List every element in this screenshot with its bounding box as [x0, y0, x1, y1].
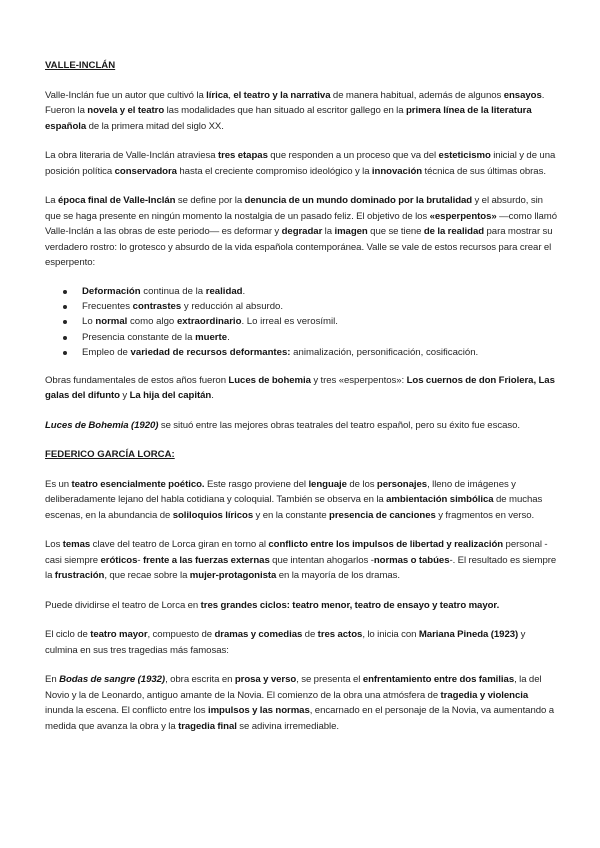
- text-run: —como llamó Valle-Inclán a las obras de este periodo— es deformar y: [45, 210, 557, 237]
- text-run: . Fueron la: [45, 89, 545, 116]
- text-run: la: [322, 226, 335, 237]
- text-run: La: [45, 195, 58, 206]
- text-run-bold: denuncia de un mundo dominado por la brutalidad: [244, 195, 473, 206]
- text-run-bold: conflicto entre los impulsos de libertad y realización: [268, 539, 504, 551]
- text-run-bold: prosa y verso: [234, 674, 297, 686]
- text-run: . Lo irreal es verosímil.: [241, 316, 338, 328]
- text-run-bold: de la realidad: [423, 226, 485, 237]
- text-run-bold: teatro esencialmente poético.: [71, 478, 205, 490]
- section-valle-inclan: [45, 58, 558, 433]
- text-run: de: [302, 629, 318, 641]
- text-run-bold: tragedia y violencia: [440, 689, 529, 701]
- text-run: Presencia constante de la: [82, 331, 196, 343]
- list-item: [63, 284, 558, 299]
- text-run: y reducción al absurdo.: [181, 300, 284, 312]
- text-run-bold: soliloquios líricos: [172, 509, 254, 521]
- paragraph: [45, 672, 558, 734]
- text-run-bold: conservadora: [114, 165, 177, 177]
- text-run: Los: [45, 539, 63, 551]
- text-run: Obras fundamentales de estos años fueron: [45, 374, 229, 386]
- text-run: .: [242, 285, 246, 297]
- text-run-bold: frente a las fuerzas externas: [142, 554, 270, 566]
- text-run-emphasis: [45, 420, 158, 431]
- text-run: Puede dividirse el teatro de Lorca en: [45, 599, 201, 611]
- text-run-bold: novela y el teatro: [87, 105, 165, 116]
- paragraph: [45, 598, 558, 614]
- text-run-bold: dramas y comedias: [214, 629, 303, 641]
- text-run-bold: frustración: [54, 570, 105, 582]
- text-run-bold: teatro mayor: [90, 629, 148, 641]
- text-run-bold: realidad: [205, 285, 243, 297]
- text-run: animalización, personificación, cosificación.: [290, 347, 479, 359]
- text-run: .: [211, 390, 214, 402]
- text-run-bold-italic: Luces de Bohemia (1920): [45, 419, 159, 431]
- text-run-bold: La hija del capitán: [129, 390, 212, 402]
- text-run: , la del Novio y la de Leonardo, antiguo amante de la Novia. El comienzo de la obra una atmósfera de: [45, 674, 542, 701]
- text-run-bold: variedad de recursos deformantes:: [130, 347, 291, 359]
- text-run-bold: contrastes: [132, 300, 182, 312]
- text-run: en la mayoría de los dramas.: [276, 570, 401, 582]
- text-run: se situó entre las mejores obras teatrales del teatro español, pero su éxito fue escaso.: [158, 419, 521, 431]
- section-garcia-lorca: [45, 447, 558, 734]
- text-run: , que recae sobre la: [104, 570, 190, 582]
- text-run: de manera habitual, además de algunos: [330, 89, 504, 101]
- text-run-bold: presencia de canciones: [329, 509, 436, 521]
- text-run: Valle-Inclán fue un autor que cultivó la: [45, 89, 207, 101]
- text-run: , compuesto de: [147, 629, 215, 641]
- text-run: Es un: [45, 478, 72, 490]
- text-run: -: [137, 554, 143, 566]
- text-run-bold: tres actos: [317, 629, 363, 641]
- text-run-bold: Mariana Pineda (1923): [418, 629, 519, 641]
- text-run-bold: «esperpentos»: [429, 210, 497, 222]
- text-run: .: [227, 331, 230, 343]
- text-run-bold: imagen: [334, 226, 368, 237]
- text-run-bold: tres grandes ciclos: teatro menor, teatro de ensayo y teatro mayor.: [200, 599, 500, 611]
- text-run: clave del teatro de Lorca giran en torno al: [90, 539, 269, 551]
- text-run: personal -casi siempre: [45, 539, 548, 566]
- text-run: de muchas escenas, en la abundancia de: [45, 494, 543, 521]
- text-run-bold: Deformación: [82, 285, 141, 297]
- section-heading: FEDERICO GARCÍA LORCA:: [45, 449, 175, 461]
- list-item: [63, 314, 558, 329]
- text-run: En: [45, 674, 60, 686]
- list-item: [63, 299, 558, 314]
- text-run-bold: normas o tabúes: [373, 554, 450, 566]
- text-run-bold: enfrentamiento entre dos familias: [362, 674, 515, 686]
- text-run: hasta el creciente compromiso ideológico y la: [176, 165, 372, 177]
- text-run: El ciclo de: [45, 629, 91, 641]
- text-run: se adivina irremediable.: [236, 720, 340, 732]
- text-run: y el absurdo, sin que se haga presente en ningún momento la nostalgia de un pasado feliz. El objetivo de los: [45, 195, 543, 222]
- text-run: inunda la escena. El conflicto entre los: [45, 705, 208, 717]
- text-run: inicial y de una posición política: [45, 150, 556, 177]
- paragraph: [45, 193, 558, 271]
- paragraph: [45, 627, 558, 658]
- paragraph: [45, 537, 558, 584]
- text-run-bold: Luces de bohemia: [228, 374, 311, 386]
- text-run: -. El resultado es siempre la: [45, 554, 557, 582]
- list-item: [63, 345, 558, 360]
- text-run: de los: [346, 478, 377, 490]
- text-run: y fragmentos en verso.: [435, 509, 535, 521]
- text-run: técnica de sus últimas obras.: [422, 165, 546, 177]
- text-run-bold: personajes: [376, 478, 428, 490]
- text-run-bold: esteticismo: [438, 150, 491, 161]
- text-run-bold: lenguaje: [308, 478, 347, 490]
- text-run: continua de la: [140, 285, 206, 297]
- text-run-bold: temas: [62, 539, 91, 551]
- text-run-bold: tragedia final: [178, 720, 237, 732]
- text-run-bold: tres etapas: [217, 150, 268, 161]
- text-run-bold: lírica: [206, 89, 229, 101]
- text-run-bold: ambientación simbólica: [386, 494, 494, 506]
- paragraph: [45, 477, 558, 524]
- text-run-bold: mujer-protagonista: [189, 570, 277, 582]
- list-item: [63, 330, 558, 345]
- text-run: que intentan ahogarlos -: [269, 554, 374, 566]
- bullet-list: [63, 284, 558, 361]
- text-run: que se tiene: [367, 226, 424, 237]
- text-run-bold: el teatro y la narrativa: [233, 89, 331, 101]
- text-run: ,: [228, 89, 234, 101]
- text-run: y culmina en sus tres tragedias más famosas:: [45, 629, 526, 656]
- text-run: para mostrar su verdadero rostro: lo grotesco y absurdo de la vida española contemporánea. Valle se vale de estos recursos para crear el esperpento:: [45, 226, 553, 268]
- text-run-bold: ensayos: [503, 89, 542, 101]
- text-run: Lo: [82, 316, 96, 328]
- text-run: , obra escrita en: [165, 674, 235, 686]
- text-run-emphasis: [59, 674, 165, 685]
- text-run: se define por la: [175, 195, 245, 206]
- text-run-bold: innovación: [371, 165, 423, 177]
- text-run: , se presenta el: [296, 674, 363, 686]
- text-run: , lo inicia con: [362, 629, 419, 641]
- text-run: de la primera mitad del siglo XX.: [86, 120, 224, 132]
- text-run-bold-italic: Bodas de sangre (1932): [59, 674, 166, 686]
- paragraph: [45, 88, 558, 135]
- text-run-bold: época final de Valle-Inclán: [58, 195, 176, 206]
- paragraph: [45, 148, 558, 179]
- text-run: y tres «esperpentos»:: [310, 374, 407, 386]
- text-run: las modalidades que han situado al escritor gallego en la: [164, 105, 406, 116]
- text-run: y en la constante: [253, 509, 330, 521]
- text-run: que responden a un proceso que va del: [267, 150, 439, 161]
- paragraph: [45, 418, 558, 434]
- text-run-bold: eróticos: [100, 554, 138, 566]
- text-run: , encarnado en el personaje de la Novia, va aumentando a medida que avanza la obra y la: [45, 705, 555, 732]
- text-run-bold: impulsos y las normas: [207, 705, 310, 717]
- text-run-bold: extraordinario: [176, 316, 242, 328]
- text-run: y: [119, 390, 130, 402]
- text-run: Frecuentes: [82, 300, 133, 312]
- paragraph: [45, 373, 558, 404]
- text-run-bold: Los cuernos de don Friolera, Las galas del difunto: [45, 374, 555, 402]
- text-run-bold: primera línea de la literatura española: [45, 105, 532, 132]
- text-run: La obra literaria de Valle-Inclán atraviesa: [45, 150, 218, 161]
- text-run: Este rasgo proviene del: [204, 478, 309, 490]
- text-run-bold: muerte: [195, 331, 228, 343]
- text-run: , lleno de imágenes y deliberadamente lejano del habla cotidiana y coloquial. También se observa en la: [45, 478, 516, 506]
- section-heading: VALLE-INCLÁN: [45, 60, 116, 71]
- text-run-bold: degradar: [281, 226, 323, 237]
- text-run: como algo: [127, 316, 177, 328]
- text-run: Empleo de: [82, 347, 131, 359]
- text-run-bold: normal: [95, 316, 128, 328]
